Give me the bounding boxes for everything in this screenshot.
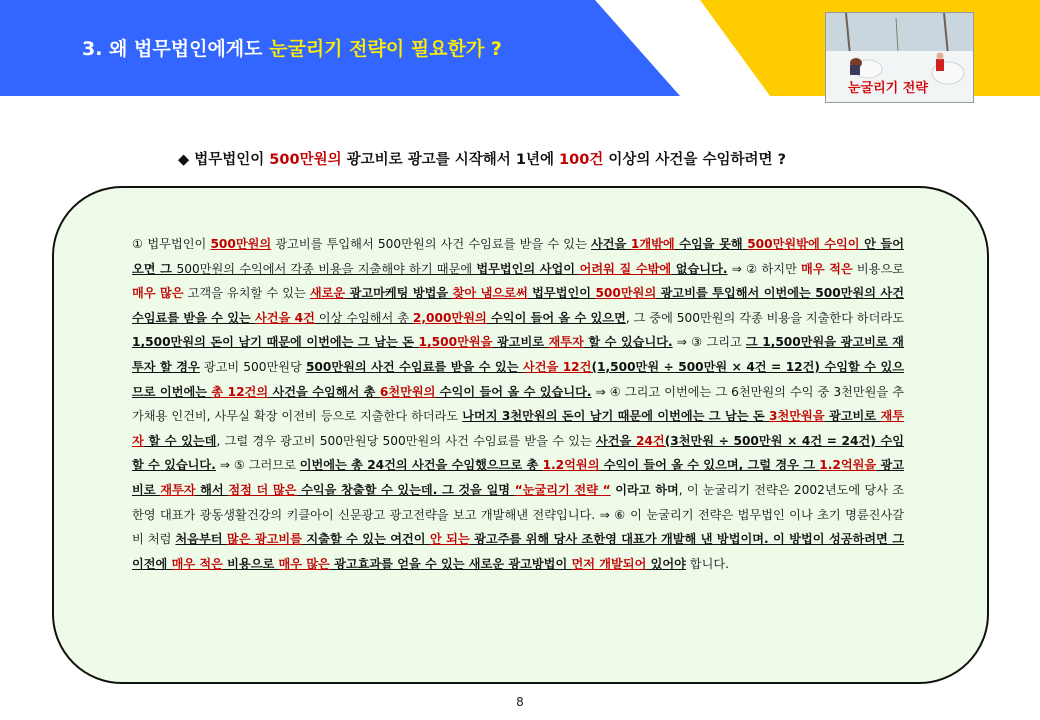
- body-segment: , 그 중에 500만원의 각종 비용을 지출한다 하더라도: [625, 310, 904, 325]
- subtitle-highlight-2: 100건: [559, 152, 604, 168]
- body-segment: 광고효과를 얻을 수 있는 새로운 광고방법이: [329, 556, 572, 571]
- body-segment: 광고비로: [492, 335, 549, 350]
- body-segment: 고객을 유치할 수 있는: [183, 286, 310, 301]
- body-segment: 2,000만원의: [412, 310, 487, 325]
- body-segment: 재투자: [132, 409, 904, 448]
- body-segment: 비용으로: [852, 261, 904, 276]
- body-segment: 법무법인의 사업이: [476, 261, 580, 276]
- body-segment: 광고비를 투입해서 이번에는 500만원의 사건 수임료를 받을 수 있는: [132, 286, 904, 325]
- subtitle-question: [178, 148, 786, 169]
- body-segment: 재투자: [160, 482, 196, 497]
- body-segment: 할 수 있습니다.: [583, 335, 673, 350]
- body-segment: 지출할 수 있는 여건이: [301, 532, 430, 547]
- body-segment: 수임을 못해: [674, 237, 748, 251]
- body-segment: 광고비를 투입해서 500만원의 사건 수임료를 받을 수 있는: [271, 237, 592, 251]
- body-segment: 수익이 들어 올 수 있으면: [486, 310, 626, 325]
- body-segment: 재투자: [548, 335, 584, 350]
- body-paragraph: [132, 232, 904, 576]
- snowball-photo: [825, 12, 974, 103]
- body-segment: “눈굴리기 전략 “: [514, 482, 611, 497]
- body-segment: 없습니다.: [671, 261, 728, 276]
- photo-caption: 눈굴리기 전략: [848, 81, 928, 96]
- body-segment: 500만원의 수익에서 각종 비용을 지출해야 하기 때문에: [176, 261, 477, 276]
- body-segment: 사건을 수임해서 총: [268, 384, 380, 399]
- body-segment: 찾아 냄으로써: [452, 286, 528, 301]
- body-segment: 수익이 들어 올 수 있으며, 그럴 경우 그: [599, 458, 820, 473]
- body-segment: 어려워 질 수밖에: [579, 261, 672, 276]
- body-segment: 광고비 500만원당: [199, 359, 306, 374]
- body-segment: 1,500만원을: [418, 335, 493, 350]
- diamond-bullet-icon: ◆: [178, 152, 190, 168]
- body-segment: 수익이 들어 올 수 있습니다.: [435, 384, 592, 399]
- body-segment: 사건을 4건: [255, 310, 315, 325]
- title-highlight: 눈굴리기 전략이 필요한가 ?: [269, 38, 502, 60]
- body-segment: 1개밖에: [630, 237, 675, 251]
- body-segment: 매우 많은: [132, 286, 184, 301]
- body-segment: ⇒ ⑤ 그러므로: [215, 458, 300, 473]
- body-segment: 매우 많은: [278, 556, 330, 571]
- body-segment: 새로운: [309, 286, 346, 301]
- body-segment: 이번에는 총 24건의 사건을 수임했으므로 총: [299, 458, 543, 473]
- body-segment: 할 수 있는데: [143, 433, 217, 448]
- subtitle-text-1: 법무법인이: [189, 152, 270, 168]
- body-segment: , 그럴 경우 광고비 500만원당 500만원의 사건 수임료를 받을 수 있는: [216, 433, 597, 448]
- body-segment: 3천만원을: [769, 409, 825, 424]
- body-segment: 500만원의: [210, 237, 272, 251]
- subtitle-highlight-1: 500만원의: [269, 152, 342, 168]
- body-segment: (1,500만원 ÷ 500만원 × 4건 = 12건) 수임할 수 있으므로 이번에는: [132, 359, 904, 399]
- body-segment: 24건: [635, 433, 665, 448]
- body-segment: 수익을 창출할 수 있는데. 그 것을 일명: [296, 482, 515, 497]
- body-segment: ⇒ ② 하지만: [727, 261, 802, 276]
- body-segment: 법무법인이: [527, 286, 596, 301]
- body-segment: (3천만원 ÷ 500만원 × 4건 = 24건) 수임할 수 있습니다.: [132, 433, 905, 473]
- body-segment: 있어야: [646, 556, 686, 571]
- body-segment: 이라고 하며: [610, 482, 679, 497]
- body-segment: 점점 더 많은: [228, 482, 297, 497]
- body-segment: 안 들어 오면 그: [132, 237, 904, 276]
- body-segment: , 이 눈굴리기 전략은 2002년도에 당사 조한영 대표가 광동생활건강의 키클아이 신문광고 광고전략을 보고 개발해낸 전략입니다. ⇒ ⑥ 이 눈굴리기 전략은 법무법인 이나 초기 명륜진사갈비 처럼: [132, 482, 905, 547]
- body-segment: 많은 광고비를: [226, 532, 302, 547]
- body-segment: 1.2억원을: [819, 458, 877, 473]
- title-prefix: 3. 왜 법무법인에게도: [82, 38, 270, 60]
- body-segment: 500만원의: [595, 286, 657, 301]
- body-segment: 사건을: [596, 433, 636, 448]
- body-segment: ① 법무법인이: [132, 237, 211, 251]
- body-segment: 합니다.: [685, 556, 729, 571]
- body-segment: 나머지 3천만원의 돈이 남기 때문에 이번에는 그 남는 돈: [462, 409, 770, 424]
- body-segment: ⇒ ④ 그리고 이번에는 그 6천만원의 수익 중 3천만원을 추가채용 인건비, 사무실 확장 이전비 등으로 지출한다 하더라도: [132, 384, 904, 424]
- body-segment: 이상 수임해서 총: [314, 310, 413, 325]
- body-segment: 사건을 12건: [522, 359, 592, 374]
- body-segment: 처음부터: [175, 532, 227, 547]
- body-segment: 광고마케팅 방법을: [345, 286, 453, 301]
- body-segment: 광고비로: [824, 409, 881, 424]
- body-segment: 광고비로: [132, 458, 904, 497]
- body-segment: 먼저 개발되어: [571, 556, 647, 571]
- page-number: 8: [516, 695, 524, 709]
- body-segment: 6천만원의: [379, 384, 436, 399]
- subtitle-text-3: 이상의 사건을 수임하려면 ?: [603, 152, 786, 168]
- body-segment: 해서: [195, 482, 229, 497]
- body-segment: 매우 적은: [171, 556, 223, 571]
- body-segment: 1.2억원의: [542, 458, 600, 473]
- body-segment: 그 1,500만원을 광고비로 재투자 할 경우: [132, 335, 904, 374]
- subtitle-text-2: 광고비로 광고를 시작해서 1년에: [341, 152, 560, 168]
- body-segment: ⇒ ③ 그리고: [672, 335, 746, 350]
- body-segment: 500만원밖에 수익이: [747, 237, 860, 251]
- body-segment: 총 12건의: [211, 384, 269, 399]
- body-segment: 매우 적은: [801, 261, 853, 276]
- body-segment: 500만원의 사건 수임료를 받을 수 있는: [305, 359, 523, 374]
- body-segment: 안 되는: [430, 532, 470, 547]
- body-segment: 사건을: [591, 237, 631, 251]
- body-segment: 1,500만원의 돈이 남기 때문에 이번에는 그 남는 돈: [132, 335, 419, 350]
- body-segment: 광고주를 위해 당사 조한영 대표가 개발해 낸 방법이며. 이 방법이 성공하려면 그 이전에: [132, 532, 905, 571]
- body-segment: 비용으로: [222, 556, 279, 571]
- page-title: [82, 34, 502, 61]
